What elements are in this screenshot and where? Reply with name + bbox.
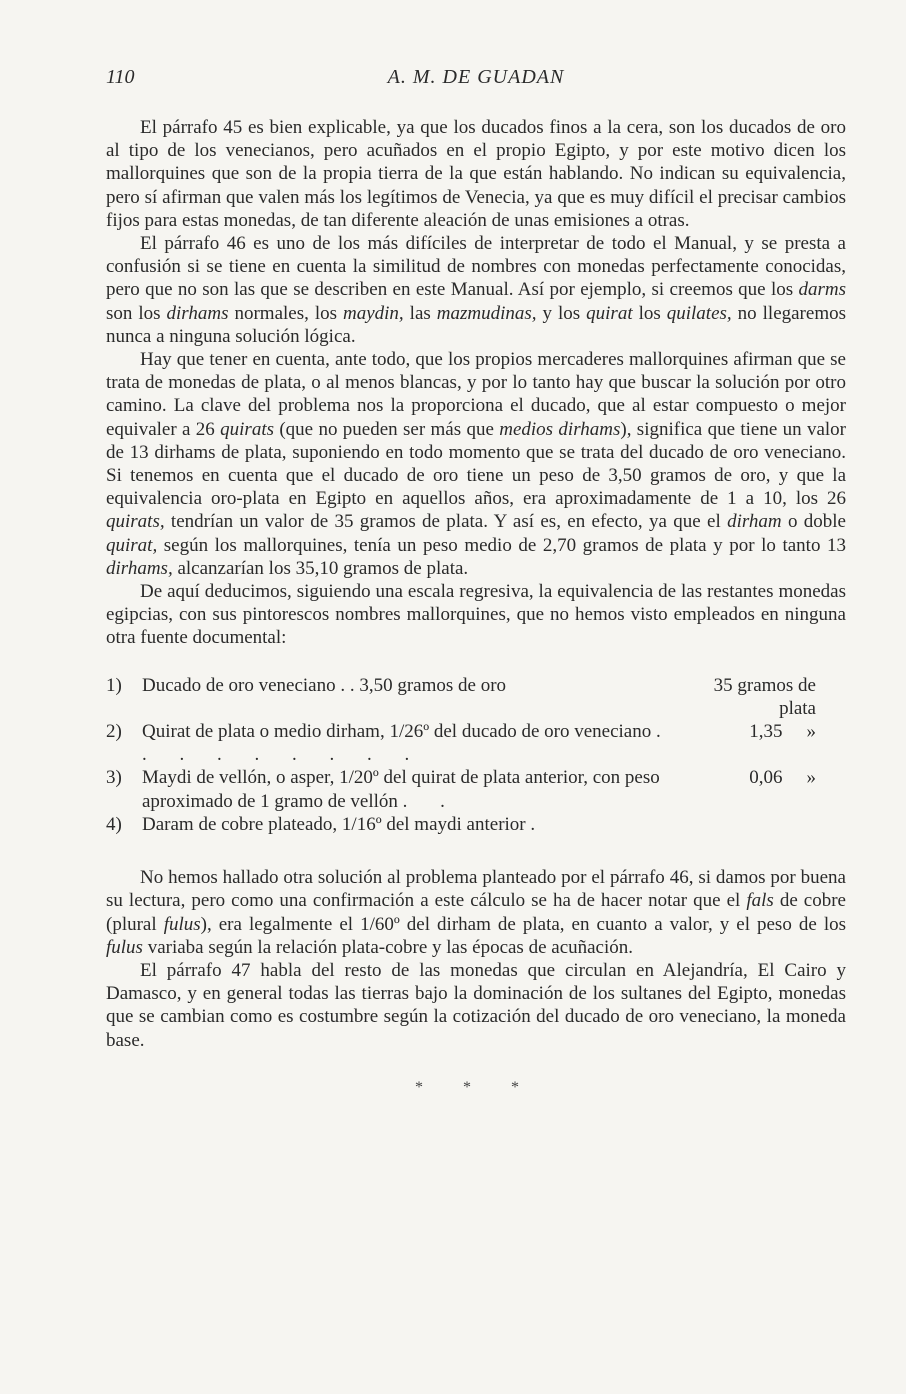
item-number: 4): [106, 813, 122, 835]
paragraph-ducado-analysis: Hay que tener en cuenta, ante todo, que los propios mercaderes mallorquines afirman que se trata de monedas de plata, o al menos blancas, y por lo tanto hay que buscar la solución por otro camino. La clave del problema nos la proporciona el ducado, que al estar compuesto o mejor equivaler a 26 quirats (que no pueden ser más que medios dirhams), significa que tiene un valor de 13 dirhams de plata, suponiendo en todo momento que se trata del ducado de oro veneciano. Si tenemos en cuenta que el ducado de oro tiene un peso de 3,50 gramos de oro, y que la equivalencia oro-plata en Egipto en aquellos años, era aproximadamente de 1 a 10, los 26 quirats, tendrían un valor de 35 gramos de plata. Y así es, en efecto, ya que el dirham o doble quirat, según los mallorquines, tenía un peso medio de 2,70 gramos de plata y por lo tanto 13 dirhams, alcanzarían los 35,10 gramos de plata.: [106, 349, 846, 579]
paragraph-45: El párrafo 45 es bien explicable, ya que los ducados finos a la cera, son los ducados de oro al tipo de los venecianos, pero acuñados en el propio Egipto, y por este motivo dicen los mallorquines que son de la propia tierra de la que están hablando. No indican su equivalencia, pero sí afirman que valen más los legítimos de Venecia, ya que es muy difícil el precisar cambios fijos para estas monedas, de tan diferente aleación de unas emisiones a otras.: [106, 117, 846, 231]
paragraph-46: El párrafo 46 es uno de los más difíciles de interpretar de todo el Manual, y se presta a confusión si se tiene en cuenta la similitud de nombres con monedas perfectamente conocidas, pero que no son las que se describen en este Manual. Así por ejemplo, si creemos que los darms son los dirhams normales, los maydin, las mazmudinas, y los quirat los quilates, no llegaremos nunca a ninguna solución lógica.: [106, 233, 846, 347]
list-item: [106, 720, 846, 766]
paragraph-47: El párrafo 47 habla del resto de las monedas que circulan en Alejandría, El Cairo y Damasco, y en general todas las tierras bajo la dominación de los sultanes del Egipto, monedas que se cambian como es costumbre según la cotización del ducado de oro veneciano, la moneda base.: [106, 959, 846, 1051]
item-value: 35 gramos de plata: [713, 674, 816, 719]
section-separator: * * *: [415, 1078, 537, 1096]
page-number: 110: [106, 66, 135, 88]
paragraph-fals-confirmation: No hemos hallado otra solución al problema planteado por el párrafo 46, si damos por buena su lectura, pero como una confirmación a este cálculo se ha de hacer notar que el fals de cobre (plural fulus), era legalmente el 1/60º del dirham de plata, en cuanto a valor, y el peso de los fulus variaba según la relación plata-cobre y las épocas de acuñación.: [106, 867, 846, 958]
running-head: [106, 66, 846, 94]
item-description: Quirat de plata o medio dirham, 1/26º del ducado de oro veneciano . . . . . . . . .: [142, 721, 675, 766]
list-item: [106, 766, 846, 812]
list-item: [106, 813, 846, 836]
item-number: 1): [106, 674, 122, 696]
item-value: 0,06 »: [749, 767, 816, 789]
coin-list: [106, 674, 846, 836]
running-title: A. M. DE GUADAN: [387, 66, 565, 88]
item-description: Maydi de vellón, o asper, 1/20º del quirat de plata anterior, con peso aproximado de 1 gramo de vellón . .: [142, 767, 660, 812]
item-number: 3): [106, 767, 122, 789]
page-body: [106, 116, 846, 1099]
item-value: 1,35 »: [749, 721, 816, 743]
paragraph-regression-intro: De aquí deducimos, siguiendo una escala regresiva, la equivalencia de las restantes monedas egipcias, con sus pintorescos nombres mallorquines, que no hemos visto empleados en ninguna otra fuente documental:: [106, 581, 846, 649]
list-item: [106, 674, 846, 720]
item-description: Ducado de oro veneciano . . 3,50 gramos de oro: [142, 674, 507, 696]
closing-section: [106, 866, 846, 1052]
item-description: Daram de cobre plateado, 1/16º del maydi anterior .: [142, 813, 550, 835]
item-number: 2): [106, 721, 122, 743]
